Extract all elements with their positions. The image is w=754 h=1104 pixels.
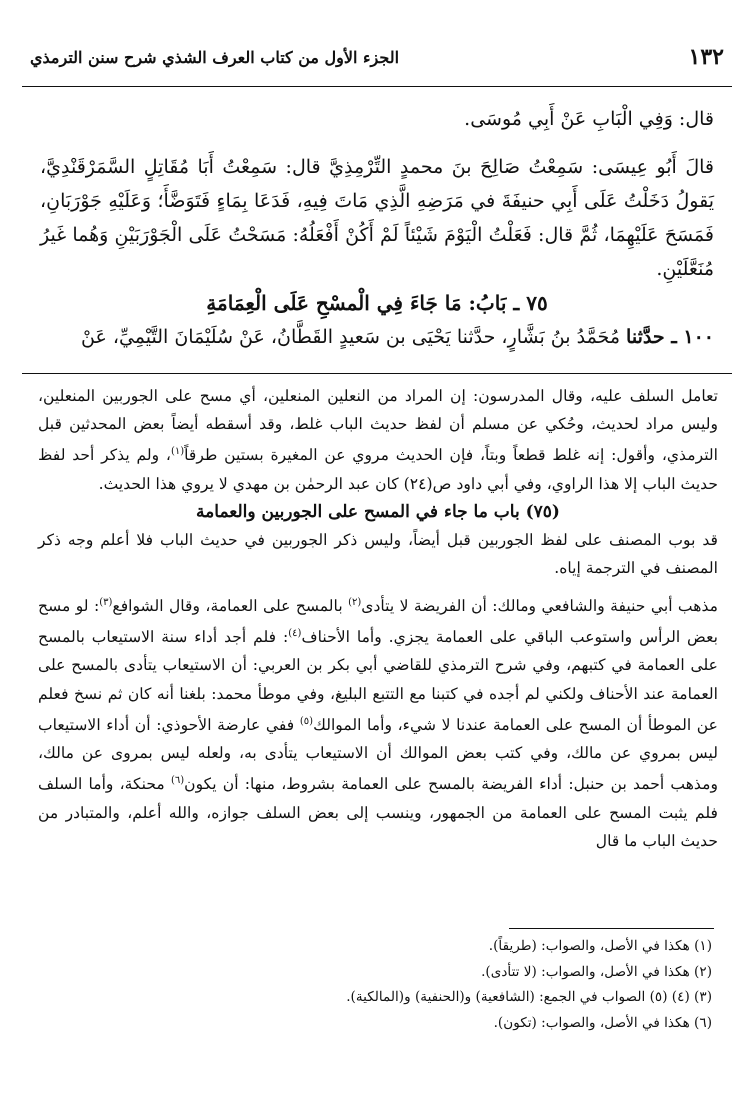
footnote-ref: (٦) [170, 775, 185, 787]
footnote-item: (٣) (٤) (٥) الصواب في الجمع: (الشافعية) و(الحنفية) و(المالكية). [346, 989, 712, 1006]
commentary-text [38, 382, 718, 855]
footnote-item: (١) هكذا في الأصل، والصواب: (طريقاً). [488, 938, 712, 954]
commentary-divider [22, 373, 732, 374]
footnote-item: (٦) هكذا في الأصل، والصواب: (تكون). [493, 1014, 712, 1031]
hadith-number: ١٠٠ ـ حدَّثنا [626, 326, 714, 348]
footnotes [40, 934, 712, 1036]
header-divider [22, 86, 732, 87]
running-title: الجزء الأول من كتاب العرف الشذي شرح سنن الترمذي [30, 47, 400, 67]
section-heading: (٧٥) باب ما جاء في المسح على الجوربين والعمامة [196, 502, 560, 522]
commentary-paragraph: قد بوب المصنف على لفظ الجوربين قبل أيضاً، وليس ذكر الجوربين في حديث الباب فلا أعلم وجه ذكر المصنف في الترجمة إياه. [38, 531, 718, 578]
footnote-ref: (٣) [99, 596, 113, 608]
chapter-heading: ٧٥ ـ بَابُ: مَا جَاءَ فِي الْمسْحِ عَلَى الْعِمَامَةِ [206, 291, 548, 315]
commentary-paragraph: تعامل السلف عليه، وقال المدرسون: إن المراد من النعلين المنعلين، أي مسح على الجوربين المنعلين، وليس مراد لحديث، وحُكي عن مسلم أن لفظ حديث الباب غلط، وقد أسقطه أيضاً بعض المحدثين قبل الترمذي، وأقول: إنه غلط قطعاً وبتاً، فإن الحديث مروي عن المغيرة بستين طرقاً$^{(١)}$، ولم يذكر أحد لفظ حديث الباب إلا هذا الراوي، وفي أبي داود ص(٢٤) كان عبد الرحمٰن بن مهدي لا يروي هذا الحديث. [38, 387, 718, 493]
page-number: ١٣٢ [688, 44, 724, 70]
footnote-ref: (٥) [299, 715, 314, 727]
running-header [30, 40, 724, 74]
main-text [40, 102, 714, 354]
commentary-paragraph: مذهب أبي حنيفة والشافعي ومالك: أن الفريضة لا يتأدى$^{(٢)}$ بالمسح على العمامة، وقال الشوافع$^{(٣)}$: لو مسح بعض الرأس واستوعب الباقي على العمامة يجزي. وأما الأحناف$^{(٤)}$: فلم أجد أداء سنة الاستيعاب بالمسح على العمامة في كتبهم، وفي شرح الترمذي للقاضي أبي بكر بن العربي: أن الاستيعاب يتأدى بالمسح على العمامة عند الأحناف ولكني لم أجده في كتبنا مع التتبع البليغ، وفي موطأ محمد: بلغنا أنه كان ثم نسخ فعلم عن الموطأ أن المسح على العمامة عندنا لا شيء، وأما الموالك$^{(٥)}$ ففي عارضة الأحوذي: أن أداء الاستيعاب ليس بمروي عن مالك، وفي كتب بعض الموالك أن الاستيعاب يتأدى به، ولعله ليس بمروى عن مالك، ومذهب أحمد بن حنبل: أداء الفريضة بالمسح على العمامة بشروط، منها: أن يكون$^{(٦)}$ محنكة، وأما السلف فلم يثبت المسح على العمامة من الجمهور، وينسب إلى بعض السلف جوازه، والله أعلم، والمتبادر من حديث الباب ما قال [38, 596, 719, 850]
footnote-ref: (٢) [348, 596, 362, 608]
hadith-chain: مُحَمَّدُ بنُ بَشَّارٍ، حدَّثنا يَحْيَى بن سَعيدٍ القَطَّانُ، عَنْ سُلَيْمَانَ التَّيْمِيِّ، عَنْ [80, 326, 620, 348]
footnote-item: (٢) هكذا في الأصل، والصواب: (لا تتأدى). [481, 963, 712, 980]
footnote-ref: (٤) [288, 628, 302, 639]
hadith-line [40, 320, 714, 354]
footnote-divider [509, 928, 714, 929]
narration-paragraph: قالَ أَبُو عِيسَى: سَمِعْتُ صَالِحَ بنَ محمدٍ التِّرْمِذِيَّ قال: سَمِعْتُ أَبَا مُقَاتِلٍ السَّمَرْقَنْدِيَّ، يَقولُ دَخَلْتُ عَلَى أَبِي حنيفَةَ في مَرَضِهِ الَّذِي مَاتَ فِيهِ، فَدَعَا بِمَاءٍ فَتَوَضَّأَ؛ وَعَلَيْهِ جَوْرَبَانِ، فَمَسَحَ عَلَيْهِمَا، ثُمَّ قال: فَعَلْتُ الْيَوْمَ شَيْئاً لَمْ أَكُنْ أَفْعَلُهُ: مَسَحْتُ عَلَى الْجَوْرَبَيْنِ وَهُما غَيرُ مُنَعَّلَيْنِ. [40, 156, 714, 280]
narration-line: قال: وَفِي الْبَابِ عَنْ أَبِي مُوسَى. [464, 108, 714, 130]
footnote-ref: (١) [170, 446, 185, 458]
